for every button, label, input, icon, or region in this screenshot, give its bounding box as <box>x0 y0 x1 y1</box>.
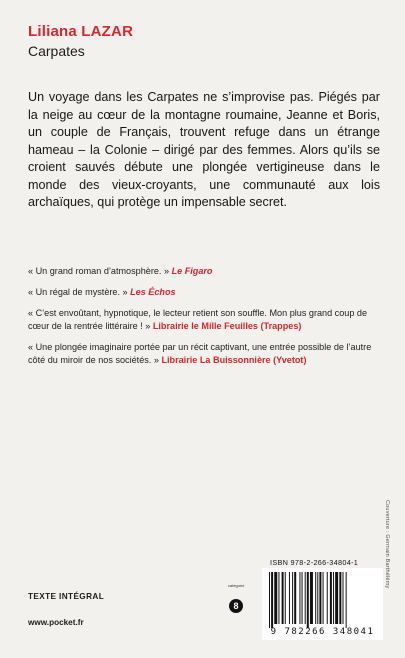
barcode-bar <box>346 572 347 628</box>
ean-number: 9 782266 348041 <box>270 627 375 637</box>
barcode-bar <box>285 572 286 624</box>
barcode-bar <box>323 572 324 624</box>
publisher-website: www.pocket.fr <box>28 618 84 627</box>
barcode-bar <box>294 572 296 624</box>
barcode-bars <box>269 572 376 628</box>
barcode-bar <box>282 572 284 624</box>
barcode-bar <box>271 572 273 628</box>
barcode-bar <box>319 572 321 624</box>
barcode-bar <box>333 572 334 624</box>
barcode-bar <box>289 572 290 624</box>
synopsis-intro: Un voyage dans les Carpates ne s’improvise pas. <box>28 90 319 104</box>
barcode-bar <box>307 572 309 628</box>
barcode-bar <box>302 572 303 624</box>
barcode-bar <box>299 572 300 624</box>
author-name: Liliana LAZAR <box>28 23 134 40</box>
barcode <box>262 568 383 640</box>
barcode-bar <box>278 572 279 624</box>
press-quote <box>28 265 383 278</box>
barcode-bar <box>327 572 328 624</box>
texte-integral-label: TEXTE INTÉGRAL <box>28 592 105 601</box>
quote-text: « Un régal de mystère. » <box>28 287 131 297</box>
cover-credit: Couverture : Germain Barthélémy <box>384 500 390 589</box>
synopsis <box>28 89 380 212</box>
barcode-bar <box>315 572 316 624</box>
barcode-bar <box>305 572 306 624</box>
barcode-bar <box>330 572 332 624</box>
category-label: catégorie <box>228 583 245 588</box>
quote-text: « C’est envoûtant, hypnotique, le lecteur retient son souffle. Mon plus grand coup de cœur de la rentrée littéraire ! » <box>28 308 368 331</box>
category-badge: 8 <box>229 599 243 613</box>
press-quote <box>28 341 383 367</box>
barcode-bar <box>274 572 277 624</box>
isbn-text: ISBN 978-2-266-34804-1 <box>270 558 359 567</box>
barcode-bar <box>317 572 318 624</box>
press-quote <box>28 286 383 299</box>
barcode-bar <box>343 572 344 624</box>
quote-source: Le Figaro <box>171 266 213 276</box>
quote-source: Les Échos <box>130 287 176 297</box>
barcode-bar <box>269 572 270 628</box>
synopsis-body: Piégés par la neige au cœur de la montagne roumaine, Jeanne et Boris, un couple de Français, trouvent refuge dans un étrange hameau – la Colonie – dirigé par des femmes. Alors qu’ils se croient sauvés débute une plongée vertigineuse dans le monde des vieux-croyants, une communauté aux lois archaïques, qui protège un impensable secret. <box>28 90 380 209</box>
press-quote <box>28 307 383 333</box>
press-quotes <box>28 265 383 375</box>
barcode-bar <box>292 572 293 624</box>
barcode-bar <box>310 572 313 624</box>
barcode-bar <box>339 572 341 624</box>
quote-source: Librairie La Buissonnière (Yvetot) <box>161 355 307 365</box>
quote-source: Librairie le Mille Feuilles (Trappes) <box>152 321 302 331</box>
barcode-bar <box>335 572 338 624</box>
quote-text: « Une plongée imaginaire portée par un récit captivant, une entrée possible de l’autre côté du miroir de nos sociétés. » <box>28 342 372 365</box>
book-title: Carpates <box>28 43 85 59</box>
quote-text: « Un grand roman d’atmosphère. » <box>28 266 172 276</box>
